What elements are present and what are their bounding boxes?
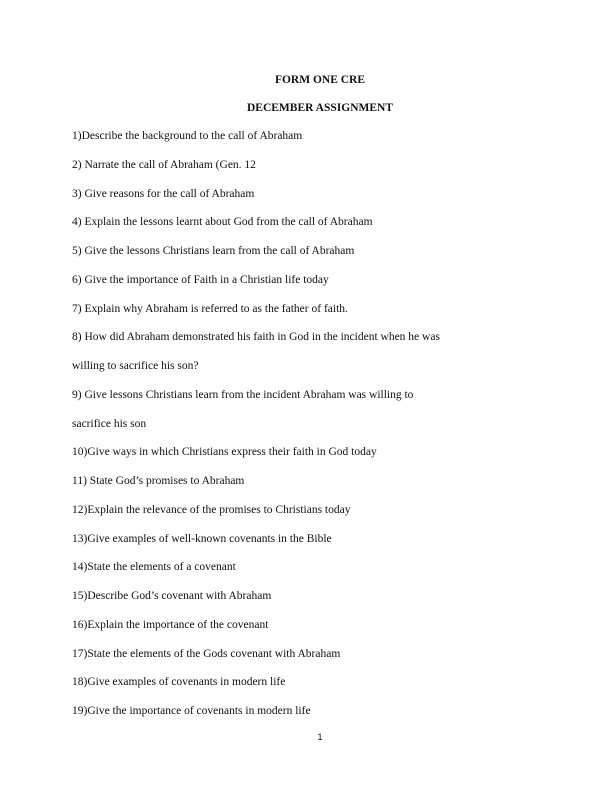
question-item — [72, 187, 552, 216]
question-item — [72, 618, 552, 647]
question-item — [72, 215, 552, 244]
question-line: 12)Explain the relevance of the promises to Christians today — [72, 503, 351, 516]
question-line: 14)State the elements of a covenant — [72, 561, 236, 574]
question-line: 1)Describe the background to the call of Abraham — [72, 130, 303, 142]
question-item — [72, 273, 552, 302]
question-line: 15)Describe God’s covenant with Abraham — [72, 590, 272, 602]
question-line: 18)Give examples of covenants in modern life — [72, 676, 286, 689]
question-line: willing to sacrifice his son? — [72, 360, 199, 372]
document-subtitle: DECEMBER ASSIGNMENT — [246, 102, 393, 114]
question-line: sacrifice his son — [72, 417, 147, 430]
page-number: 1 — [317, 732, 323, 742]
question-line: 6) Give the importance of Faith in a Christian life today — [72, 273, 329, 286]
question-line: 13)Give examples of well-known covenants in the Bible — [72, 532, 332, 545]
question-item — [72, 560, 552, 589]
question-item — [72, 302, 552, 331]
question-item — [72, 244, 552, 273]
question-item — [72, 532, 552, 561]
question-item — [72, 675, 552, 704]
question-line: 17)State the elements of the Gods covenant with Abraham — [72, 647, 341, 660]
question-line: 2) Narrate the call of Abraham (Gen. 12 — [72, 158, 256, 171]
question-line: 4) Explain the lessons learnt about God from the call of Abraham — [72, 216, 373, 229]
question-line: 19)Give the importance of covenants in modern life — [72, 705, 311, 717]
question-line: 16)Explain the importance of the covenant — [72, 618, 269, 631]
question-line: 3) Give reasons for the call of Abraham — [72, 187, 255, 200]
question-item — [72, 445, 552, 474]
question-line: 9) Give lessons Christians learn from the incident Abraham was willing to — [72, 388, 414, 401]
question-line: 11) State God’s promises to Abraham — [72, 475, 245, 487]
question-item — [72, 704, 552, 733]
question-line: 7) Explain why Abraham is referred to as the father of faith. — [72, 302, 348, 315]
document-title: FORM ONE CRE — [274, 74, 366, 86]
question-item — [72, 158, 552, 187]
question-item — [72, 503, 552, 532]
question-item — [72, 589, 552, 618]
question-line: 5) Give the lessons Christians learn from the call of Abraham — [72, 245, 355, 257]
question-item — [72, 474, 552, 503]
question-list — [72, 129, 552, 733]
question-item — [72, 129, 552, 158]
question-item — [72, 330, 552, 388]
question-line: 8) How did Abraham demonstrated his faith in God in the incident when he was — [72, 331, 440, 344]
question-item — [72, 647, 552, 676]
question-line: 10)Give ways in which Christians express their faith in God today — [72, 446, 377, 459]
question-item — [72, 388, 552, 446]
